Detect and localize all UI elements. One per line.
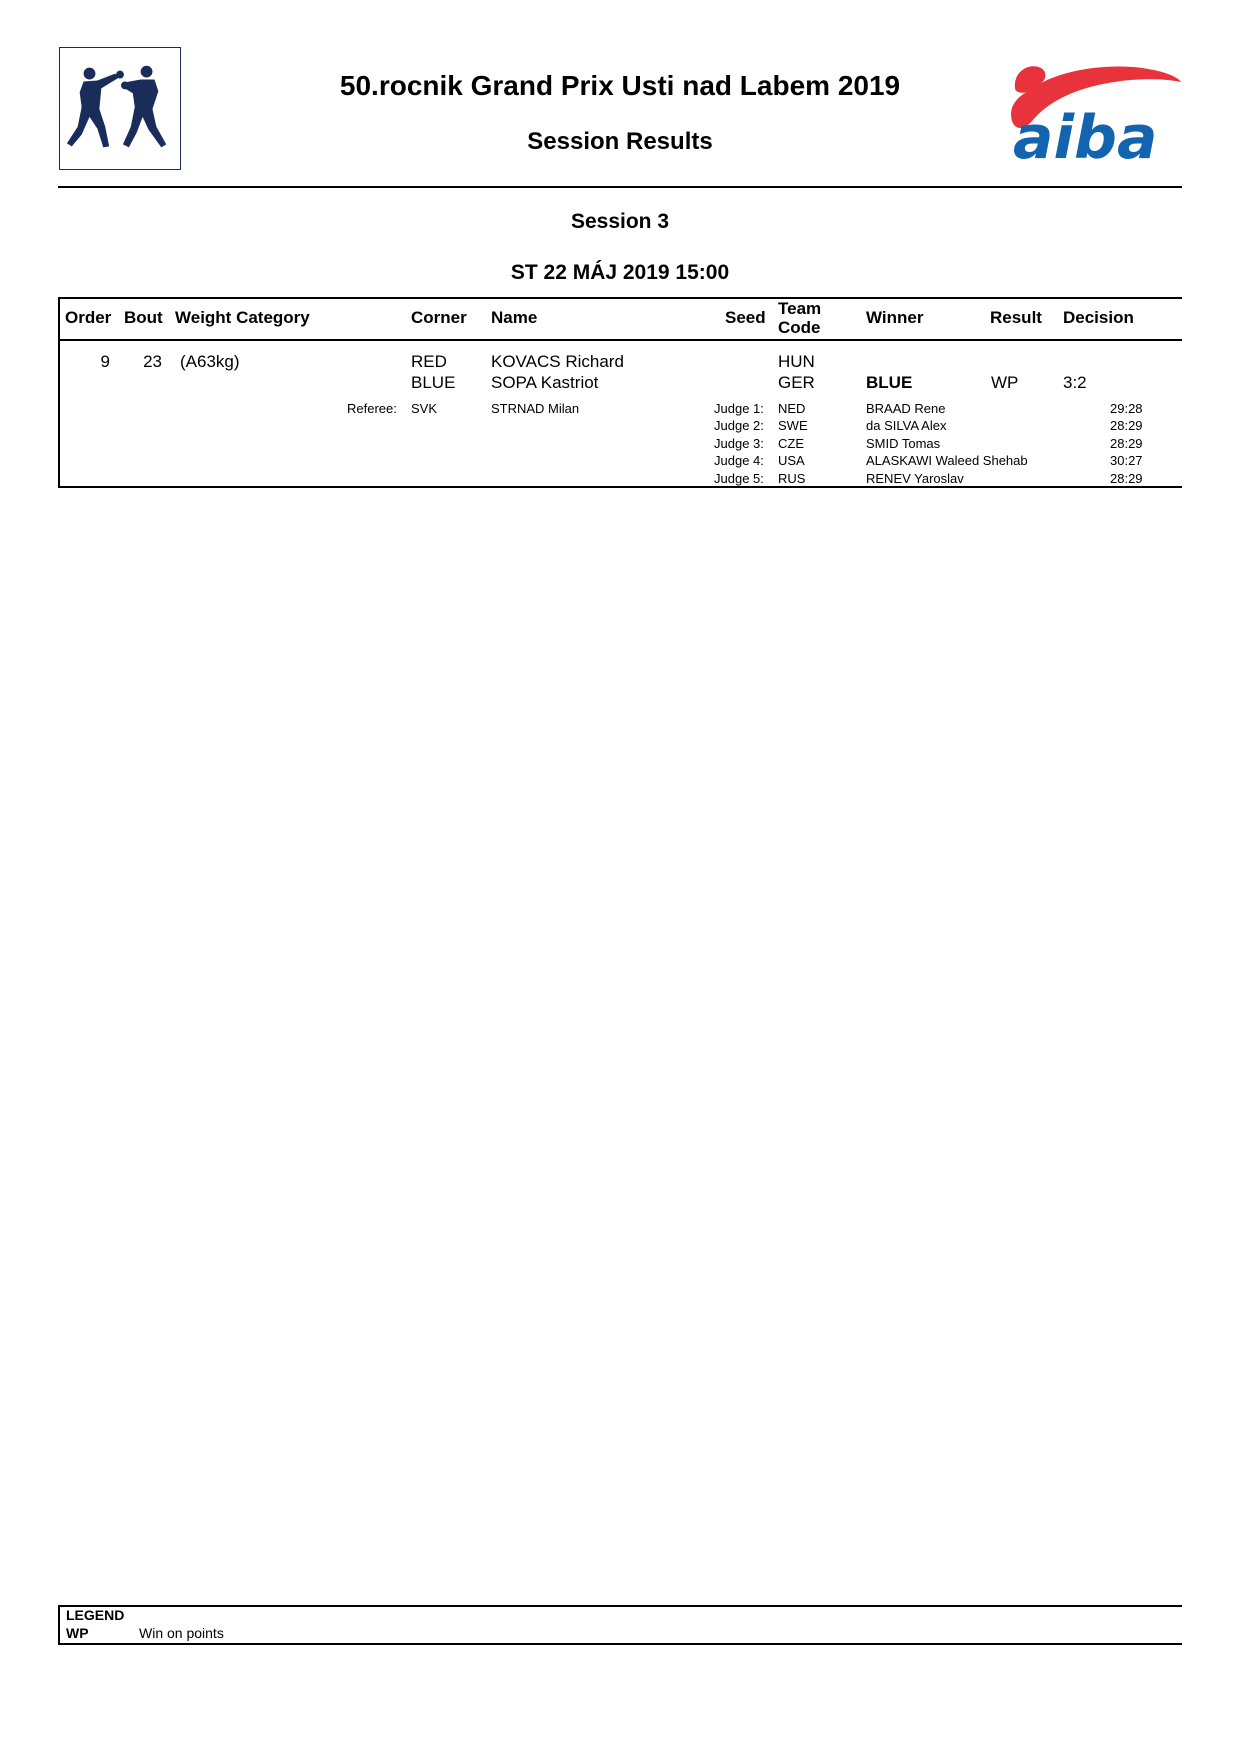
table-header-divider — [58, 339, 1182, 341]
aiba-logo-icon — [993, 50, 1183, 165]
legend-title: LEGEND — [66, 1607, 125, 1623]
header-corner: Corner — [411, 308, 467, 327]
judge-2-score: 28:29 — [1110, 418, 1143, 433]
blue-boxer-name: SOPA Kastriot — [491, 373, 599, 392]
aiba-logo — [993, 50, 1183, 165]
judge-2-label: Judge 2: — [714, 418, 764, 433]
session-label: Session 3 — [570, 210, 670, 233]
bout-winner: BLUE — [866, 373, 913, 392]
header-weight-category: Weight Category — [175, 308, 310, 327]
red-corner: RED — [411, 352, 447, 371]
page-subtitle: Session Results — [527, 128, 713, 155]
header-order: Order — [65, 308, 112, 327]
judge-5-label: Judge 5: — [714, 471, 764, 486]
judge-5-score: 28:29 — [1110, 471, 1143, 486]
judge-4-country: USA — [778, 453, 805, 468]
header-team-code — [778, 299, 821, 337]
judge-1-country: NED — [778, 401, 806, 416]
header-divider — [58, 186, 1182, 188]
judge-3-name: SMID Tomas — [866, 436, 941, 451]
header-team-code-line1: Team — [778, 299, 822, 318]
red-team-code: HUN — [778, 352, 815, 371]
judge-1-label: Judge 1: — [714, 401, 764, 416]
referee-label: Referee: — [347, 401, 397, 416]
bout-order: 9 — [100, 352, 110, 371]
bout-weight-category: (A63kg) — [180, 352, 240, 371]
legend-description-wp: Win on points — [139, 1625, 224, 1641]
judge-4-score: 30:27 — [1110, 453, 1143, 468]
legend-box — [58, 1605, 1182, 1645]
judge-3-label: Judge 3: — [714, 436, 764, 451]
blue-team-code: GER — [778, 373, 815, 392]
bout-decision: 3:2 — [1063, 373, 1087, 392]
referee-country: SVK — [411, 401, 438, 416]
blue-corner: BLUE — [411, 373, 456, 392]
referee-name: STRNAD Milan — [491, 401, 580, 416]
legend-code-wp: WP — [66, 1625, 89, 1641]
header-name: Name — [491, 308, 538, 327]
judge-1-score: 29:28 — [1110, 401, 1143, 416]
svg-text:aiba: aiba — [1013, 103, 1158, 165]
session-datetime: ST 22 MÁJ 2019 15:00 — [510, 261, 730, 284]
judge-2-name: da SILVA Alex — [866, 418, 947, 433]
judge-3-score: 28:29 — [1110, 436, 1143, 451]
header-result: Result — [990, 308, 1042, 327]
header-decision: Decision — [1063, 308, 1134, 327]
judge-1-name: BRAAD Rene — [866, 401, 946, 416]
bout-number: 23 — [143, 352, 162, 371]
bout-result: WP — [991, 373, 1019, 392]
header-bout: Bout — [124, 308, 163, 327]
page-title: 50.rocnik Grand Prix Usti nad Labem 2019 — [339, 70, 901, 101]
judge-3-country: CZE — [778, 436, 804, 451]
header-winner: Winner — [866, 308, 924, 327]
judge-4-label: Judge 4: — [714, 453, 764, 468]
judge-2-country: SWE — [778, 418, 808, 433]
header-team-code-line2: Code — [778, 318, 821, 337]
judge-5-country: RUS — [778, 471, 806, 486]
red-boxer-name: KOVACS Richard — [491, 352, 624, 371]
header-seed: Seed — [725, 308, 766, 327]
judge-4-name: ALASKAWI Waleed Shehab — [866, 453, 1028, 468]
judge-5-name: RENEV Yaroslav — [866, 471, 964, 486]
